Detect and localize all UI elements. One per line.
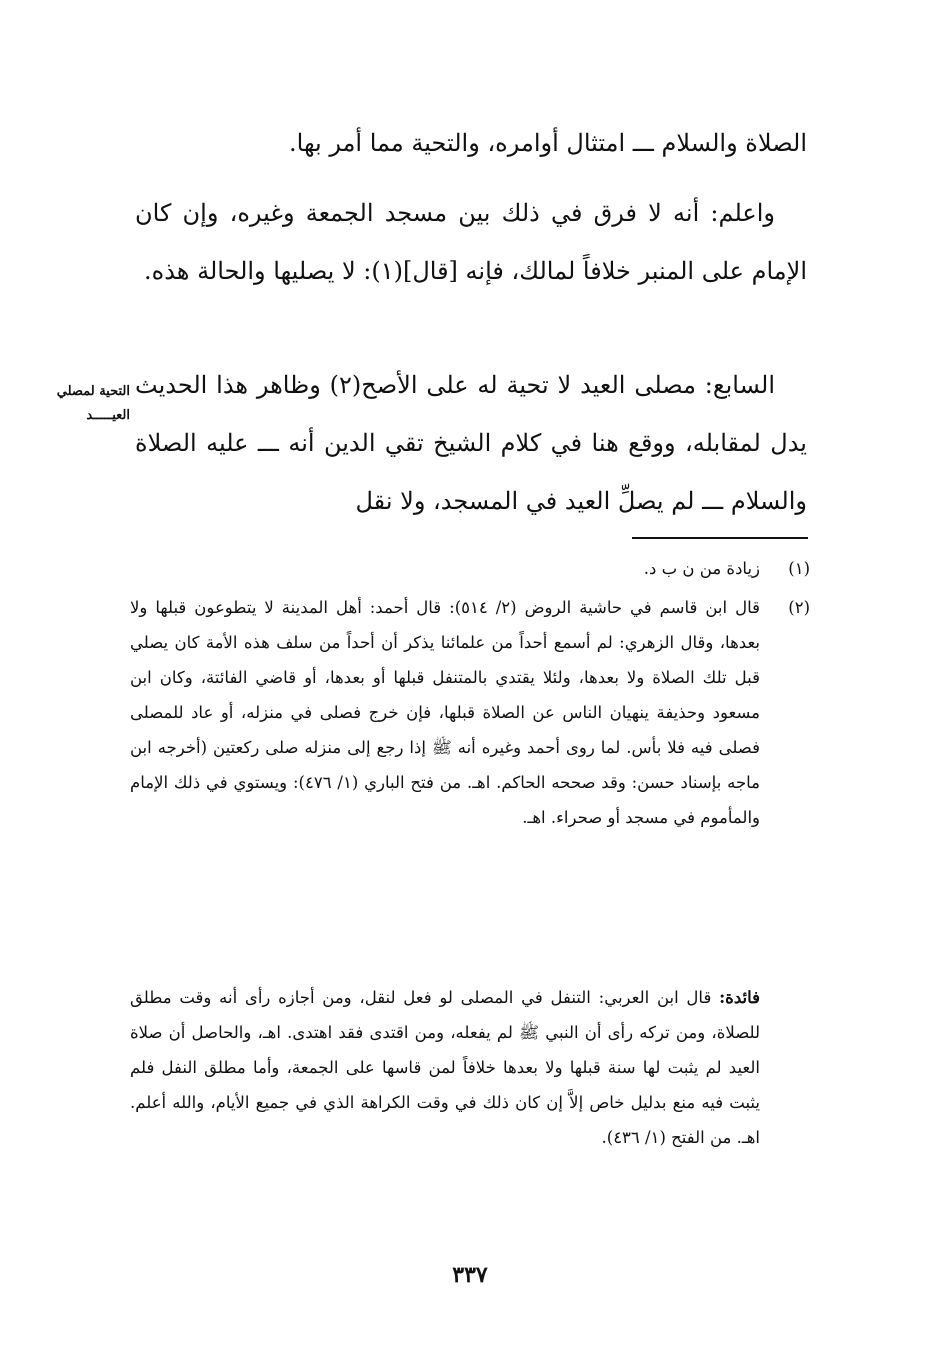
footnote-2 (130, 590, 810, 835)
paragraph-note: واعلم: أنه لا فرق في ذلك بين مسجد الجمعة وغيره، وإن كان الإمام على المنبر خلافاً لمالك، فإنه [قال](١): لا يصليها والحالة هذه. (135, 199, 807, 285)
footnote-separator (632, 537, 808, 539)
footnote-faida (130, 980, 760, 1155)
paragraph-continuation: الصلاة والسلام ـــ امتثال أوامره، والتحية مما أمر بها. (289, 129, 807, 157)
faida-text: قال ابن العربي: التنفل في المصلى لو فعل لنقل، ومن أجازه رأى أنه وقت مطلق للصلاة، ومن تركه رأى أن النبي ﷺ لم يفعله، ومن اقتدى فقد اهتدى. اهـ، والحاصل أن صلاة العيد لم يثبت لها سنة قبلها ولا بعدها خلافاً لمن قاسها على الجمعة، وأما مطلق النفل فلم يثبت فيه منع بدليل خاص إلاَّ إن كان ذلك في وقت الكراهة الذي في جميع الأيام، والله أعلم. اهـ. من الفتح (١/ ٤٣٦). (130, 988, 760, 1147)
footnote-2-text: قال ابن قاسم في حاشية الروض (٢/ ٥١٤): قال أحمد: أهل المدينة لا يتطوعون قبلها ولا بعدها، وقال الزهري: لم أسمع أحداً من علمائنا يذكر أن أحداً من سلف هذه الأمة كان يصلي قبل تلك الصلاة ولا بعدها، ولئلا يقتدي بالمتنفل قبلها أو بعدها، أو قاضي الفائتة، وكان ابن مسعود وحذيفة ينهيان الناس عن الصلاة قبلها، فإن خرج فصلى في منزله، أو عاد للمصلى فصلى فيه فلا بأس. لما روى أحمد وغيره أنه ﷺ إذا رجع إلى منزله صلى ركعتين (أخرجه ابن ماجه بإسناد حسن: وقد صححه الحاكم. اهـ. من فتح الباري (١/ ٤٧٦): ويستوي في ذلك الإمام والمأموم في مسجد أو صحراء. اهـ. (130, 598, 761, 827)
footnote-2-number: (٢) (788, 598, 810, 617)
footnote-1-text: زيادة من ن ب د. (643, 559, 760, 578)
footnote-1 (130, 551, 810, 586)
page-number: ٣٣٧ (452, 1262, 488, 1288)
footnote-1-number: (١) (788, 559, 810, 578)
paragraph-seventh: السابع: مصلى العيد لا تحية له على الأصح(٢) وظاهر هذا الحديث يدل لمقابله، ووقع هنا في كلام الشيخ تقي الدين أنه ـــ عليه الصلاة والسلام ـــ لم يصلِّ العيد في المسجد، ولا نقل (135, 371, 807, 515)
margin-heading: التحية لمصلي العيـــــد (56, 384, 130, 423)
faida-label: فائدة: (719, 988, 760, 1007)
